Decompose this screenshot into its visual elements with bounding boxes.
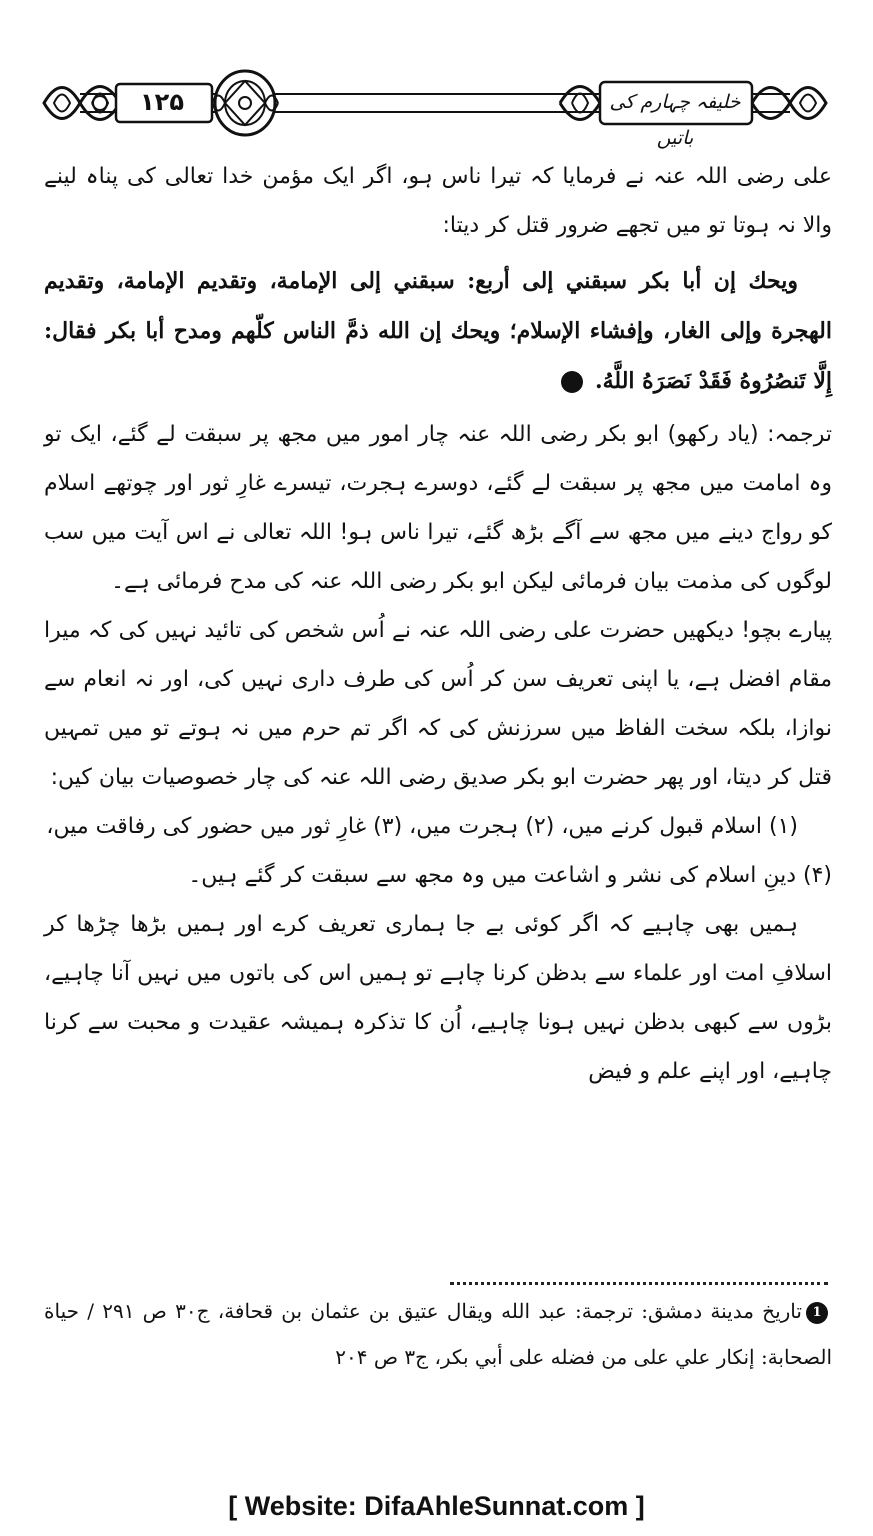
footnote bbox=[44, 1288, 832, 1380]
translation-paragraph: ترجمہ: (یاد رکھو) ابو بکر رضی اللہ عنہ چار امور میں مجھ پر سبقت لے گئے، ایک تو وہ امامت میں مجھ پر سبقت لے گئے، دوسرے ہجرت، تیسرے غارِ ثور اور چوتھے اسلام کو رواج دینے میں مجھ سے آگے بڑھ گئے، تیرا ناس ہو! اللہ تعالی نے اس آیت میں سب لوگوں کی مذمت بیان فرمائی لیکن ابو بکر رضی اللہ عنہ کی مدح فرمائی ہے۔ bbox=[44, 422, 832, 594]
website-footer: [ Website: DifaAhleSunnat.com ] bbox=[228, 1491, 645, 1521]
paragraph-intro: علی رضی اللہ عنہ نے فرمایا کہ تیرا ناس ہو، اگر ایک مؤمن خدا تعالی کی پناہ لینے والا نہ ہوتا تو میں تجھے ضرور قتل کر دیتا: bbox=[44, 164, 832, 238]
running-title: خلیفہ چہارم کی باتیں bbox=[609, 91, 741, 149]
lesson-paragraph: ہمیں بھی چاہیے کہ اگر کوئی بے جا ہماری تعریف کرے اور ہمیں بڑھا چڑھا کر اسلافِ امت اور علماء سے بدظن کرنا چاہے تو ہمیں اس کی باتوں میں نہیں آنا چاہیے، بڑوں سے کبھی بدظن نہیں ہونا چاہیے، اُن کا تذکرہ ہمیشہ عقیدت و محبت سے کرنا چاہیے، اور اپنے علم و فیض bbox=[44, 912, 832, 1084]
footnote-divider bbox=[450, 1282, 828, 1285]
arabic-quote-text: ويحك إن أبا بكر سبقني إلى أربع: سبقني إلى الإمامة، وتقديم الإمامة، وتقديم الهجرة وإلى الغار، وإفشاء الإسلام؛ ويحك إن الله ذمَّ الناس كلّهم ومدح أبا بكر فقال: إِلَّا تَنصُرُوهُ فَقَدْ نَصَرَهُ اللَّهُ. bbox=[44, 268, 832, 394]
arabic-quote bbox=[44, 256, 832, 406]
footnote-marker-inline: 1 bbox=[561, 371, 583, 393]
list-line-2: (۴) دینِ اسلام کی نشر و اشاعت میں وہ مجھ سے سبقت کر گئے ہیں۔ bbox=[188, 863, 832, 888]
footnote-marker: 1 bbox=[806, 1302, 828, 1324]
list-line-1: (۱) اسلام قبول کرنے میں، (۲) ہجرت میں، (۳) غارِ ثور میں حضور کی رفاقت میں، bbox=[46, 814, 798, 839]
footnote-text: تاريخ مدينة دمشق: ترجمة: عبد الله ويقال عتيق بن عثمان بن قحافة، ج۳۰ ص ۲۹۱ / حياة الصحابة: إنكار علي على من فضله على أبي بكر، ج۳ ص ۲۰۴ bbox=[44, 1299, 832, 1369]
children-paragraph: پیارے بچو! دیکھیں حضرت علی رضی اللہ عنہ نے اُس شخص کی تائید نہیں کی کہ میرا مقام افضل ہے، یا اپنی تعریف سن کر اُس کی طرف داری نہیں کی، اور نہ انعام سے نوازا، بلکہ سخت الفاظ میں سرزنش کی کہ اگر تم حرم میں نہ ہوتے تو میں تمہیں قتل کر دیتا، اور پھر حضرت ابو بکر صدیق رضی اللہ عنہ کی چار خصوصیات بیان کیں: bbox=[44, 618, 832, 790]
page-number: ۱۲۵ bbox=[140, 88, 184, 116]
body-text bbox=[44, 152, 832, 1096]
